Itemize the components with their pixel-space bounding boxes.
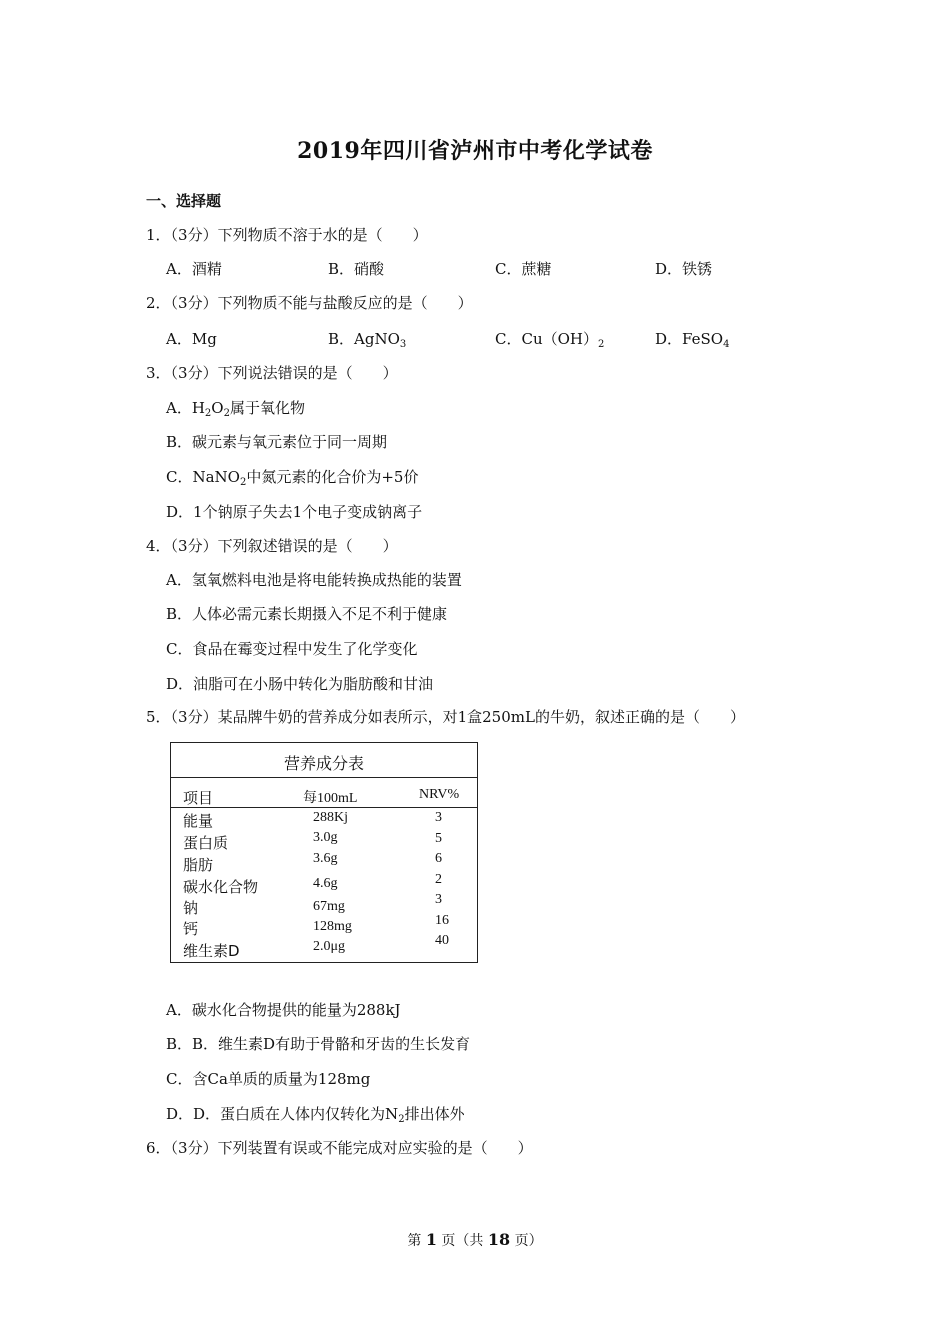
table-divider: [171, 777, 477, 778]
table-row-nrv: 16: [435, 913, 449, 928]
table-row-nrv: 6: [435, 851, 442, 866]
table-row-item: 钠: [183, 899, 199, 917]
table-header-per100ml: 每100mL: [303, 791, 358, 806]
question-3-stem: 3．（3分）下列说法错误的是（ ）: [146, 364, 398, 382]
question-2-option-c: C．$Cu(OH)_2$: [495, 330, 605, 350]
table-row-value: 4.6g: [313, 876, 338, 891]
question-3-option-c: C．NaNO$_2$中氮元素的化合价为+5价: [166, 468, 419, 488]
table-row-value: 3.6g: [313, 851, 338, 866]
table-divider: [171, 807, 477, 808]
table-row-value: 288Kj: [313, 810, 348, 825]
question-2-stem: 2．（3分）下列物质不能与盐酸反应的是（ ）: [146, 294, 473, 312]
page-footer: 第 1 页（共 18 页）: [407, 1230, 543, 1249]
question-3-option-d: D．1个钠原子失去1个电子变成钠离子: [166, 503, 423, 521]
section-heading: 一、选择题: [146, 192, 222, 210]
table-row-value: 3.0g: [313, 830, 338, 845]
question-2-option-a: A．Mg: [166, 330, 217, 348]
table-row-nrv: 40: [435, 933, 449, 948]
question-6-stem: 6．（3分）下列装置有误或不能完成对应实验的是（ ）: [146, 1139, 533, 1157]
question-2-option-d: D．FeSO$_4$: [655, 330, 730, 350]
question-5-option-c: C．含Ca单质的质量为128mg: [166, 1070, 371, 1088]
table-row-nrv: 2: [435, 872, 442, 887]
question-1-option-b: B．硝酸: [328, 260, 385, 278]
table-row-nrv: 3: [435, 810, 442, 825]
question-5-option-d: D．D．蛋白质在人体内仅转化为$N_2$排出体外: [166, 1105, 465, 1125]
question-4-option-d: D．油脂可在小肠中转化为脂肪酸和甘油: [166, 675, 434, 693]
table-row-value: 2.0μg: [313, 939, 346, 954]
page-title: 2019年四川省泸州市中考化学试卷: [297, 138, 653, 164]
question-5-stem: 5．（3分）某品牌牛奶的营养成分如表所示，对1盒250mL的牛奶，叙述正确的是（ ）: [146, 708, 745, 726]
question-4-option-a: A．氢氧燃料电池是将电能转换成热能的装置: [166, 571, 462, 589]
table-row-value: 67mg: [313, 899, 345, 914]
table-row-item: 维生素D: [183, 942, 240, 960]
question-1-option-d: D．铁锈: [655, 260, 713, 278]
nutrition-table: [170, 742, 478, 963]
table-row-item: 碳水化合物: [183, 878, 259, 896]
question-3-option-a: A．$H_2O_2$属于氧化物: [166, 399, 305, 419]
table-row-value: 128mg: [313, 919, 352, 934]
question-4-stem: 4．（3分）下列叙述错误的是（ ）: [146, 537, 398, 555]
question-4-option-b: B．人体必需元素长期摄入不足不利于健康: [166, 605, 448, 623]
question-5-option-a: A．碳水化合物提供的能量为288kJ: [166, 1001, 401, 1019]
nutrition-table-title: 营养成分表: [283, 754, 364, 773]
table-header-item: 项目: [183, 789, 214, 807]
table-header-nrv: NRV%: [419, 787, 460, 802]
question-1-stem: 1．（3分）下列物质不溶于水的是（ ）: [146, 226, 428, 244]
question-3-option-b: B．碳元素与氧元素位于同一周期: [166, 433, 388, 451]
question-5-option-b: B．B．维生素D有助于骨骼和牙齿的生长发育: [166, 1035, 471, 1053]
page-total: 18: [487, 1230, 511, 1249]
table-row-nrv: 3: [435, 892, 442, 907]
question-4-option-c: C．食品在霉变过程中发生了化学变化: [166, 640, 418, 658]
table-row-nrv: 5: [435, 831, 442, 846]
question-1-option-a: A．酒精: [166, 260, 222, 278]
page-number: 1: [425, 1230, 437, 1249]
table-row-item: 钙: [183, 920, 199, 938]
question-2-option-b: B．AgNO$_3$: [328, 330, 407, 350]
table-row-item: 能量: [183, 812, 214, 830]
question-1-option-c: C．蔗糖: [495, 260, 552, 278]
table-row-item: 蛋白质: [183, 834, 229, 852]
table-row-item: 脂肪: [183, 856, 214, 874]
